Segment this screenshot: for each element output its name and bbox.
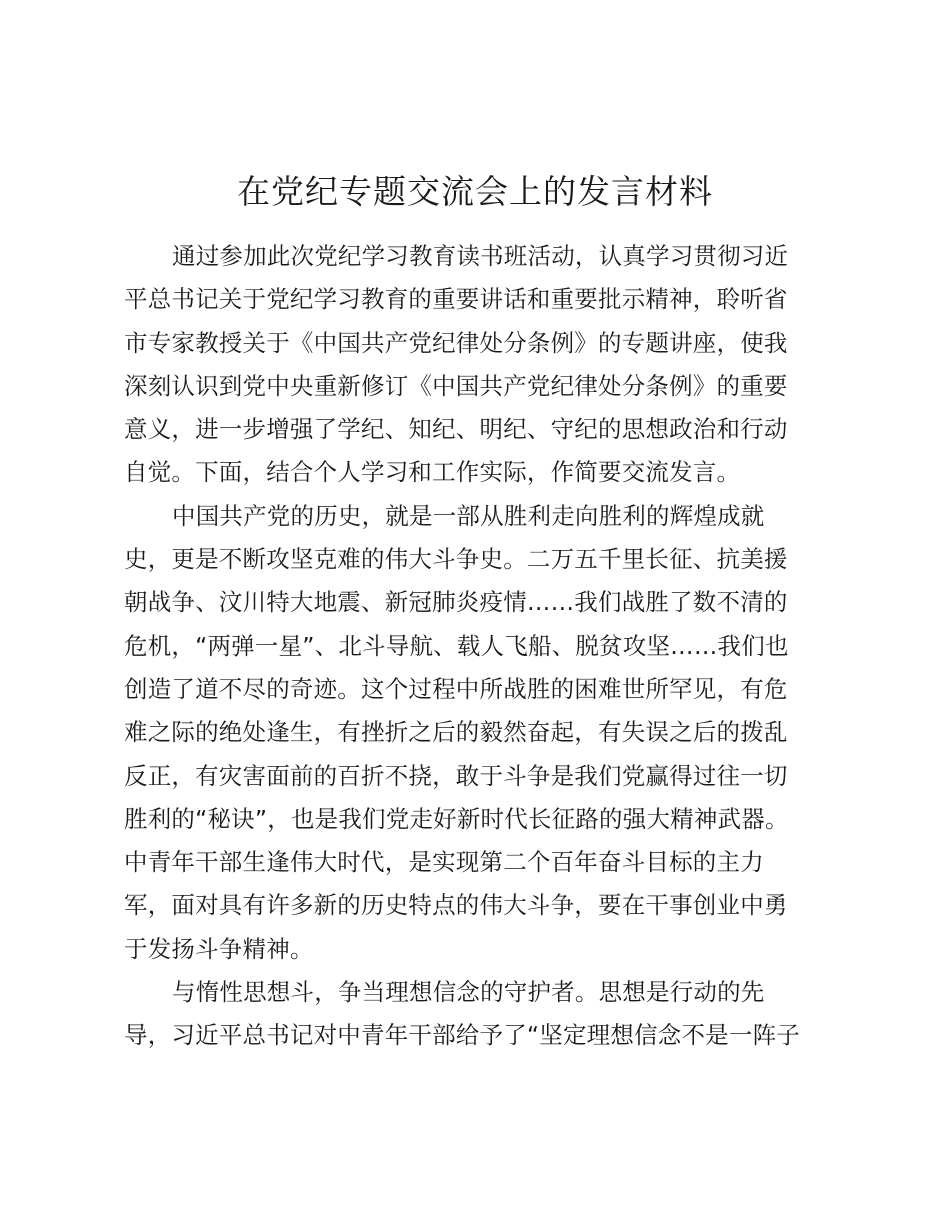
text-line: 与惰性思想斗，争当理想信念的守护者。思想是行动的先 [172, 978, 765, 1007]
text-line: 胜利的“秘诀”，也是我们党走好新时代长征路的强大精神武器。 [124, 804, 789, 833]
text-line: 市专家教授关于《中国共产党纪律处分条例》的专题讲座，使我 [124, 328, 788, 357]
text-line: 史，更是不断攻坚克难的伟大斗争史。二万五千里长征、抗美援 [124, 545, 788, 574]
document-title: 在党纪专题交流会上的发言材料 [237, 172, 713, 211]
text-line: 平总书记关于党纪学习教育的重要讲话和重要批示精神，聆听省 [124, 285, 788, 314]
text-line: 朝战争、汶川特大地震、新冠肺炎疫情……我们战胜了数不清的 [124, 588, 788, 617]
text-line: 自觉。下面，结合个人学习和工作实际，作简要交流发言。 [124, 458, 741, 487]
text-line: 难之际的绝处逢生，有挫折之后的毅然奋起，有失误之后的拨乱 [124, 718, 788, 747]
text-line: 反正，有灾害面前的百折不挠，敢于斗争是我们党赢得过往一切 [124, 761, 788, 790]
text-line: 导，习近平总书记对中青年干部给予了“坚定理想信念不是一阵子 [124, 1021, 800, 1050]
text-line: 通过参加此次党纪学习教育读书班活动，认真学习贯彻习近 [172, 242, 789, 270]
text-line: 创造了道不尽的奇迹。这个过程中所战胜的困难世所罕见，有危 [124, 674, 788, 703]
text-line: 于发扬斗争精神。 [124, 934, 314, 963]
document-body [124, 235, 844, 1058]
text-line: 中国共产党的历史，就是一部从胜利走向胜利的辉煌成就 [172, 501, 765, 530]
text-line: 危机，“两弹一星”、北斗导航、载人飞船、脱贫攻坚……我们也 [124, 631, 789, 660]
text-line: 意义，进一步增强了学纪、知纪、明纪、守纪的思想政治和行动 [124, 415, 788, 444]
text-line: 深刻认识到党中央重新修订《中国共产党纪律处分条例》的重要 [124, 371, 788, 400]
text-line: 军，面对具有许多新的历史特点的伟大斗争，要在干事创业中勇 [124, 891, 788, 920]
text-line: 中青年干部生逢伟大时代，是实现第二个百年奋斗目标的主力 [124, 848, 764, 877]
